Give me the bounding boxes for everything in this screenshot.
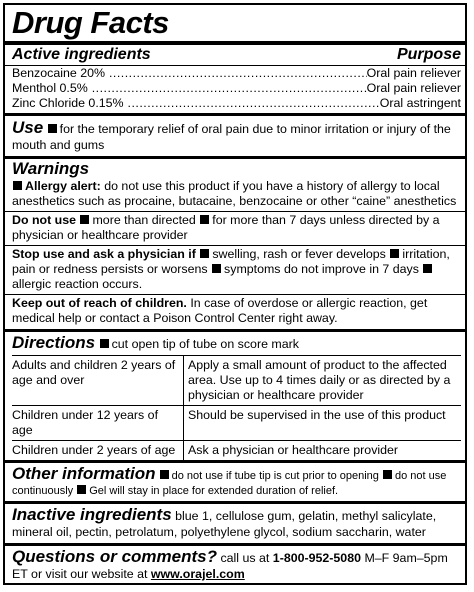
bullet-icon bbox=[200, 215, 209, 224]
bullet-icon bbox=[100, 339, 109, 348]
bullet-icon bbox=[48, 124, 57, 133]
ingredient-row bbox=[12, 81, 461, 96]
purpose-heading: Purpose bbox=[396, 46, 461, 63]
directions-table bbox=[12, 355, 461, 460]
ingredient-row bbox=[12, 66, 461, 81]
stop-use bbox=[12, 246, 461, 294]
other-information-heading: Other information bbox=[12, 464, 156, 483]
directions-who: Children under 2 years of age bbox=[12, 441, 184, 461]
call-text: call us at bbox=[220, 551, 270, 565]
bullet-icon bbox=[77, 485, 86, 494]
questions-section bbox=[12, 546, 461, 584]
allergy-label: Allergy alert: bbox=[25, 179, 101, 193]
stop-use-item: irritation, pain or redness persists or worsens bbox=[12, 247, 450, 276]
ingredient-name: Zinc Chloride 0.15% ..... bbox=[12, 96, 380, 111]
ingredient-name: Menthol 0.5% ..... bbox=[12, 81, 367, 96]
bullet-icon bbox=[423, 264, 432, 273]
do-not-use-label: Do not use bbox=[12, 213, 77, 227]
page-title: Drug Facts bbox=[12, 5, 169, 40]
inactive-ingredients-section bbox=[12, 504, 461, 543]
bullet-icon bbox=[390, 249, 399, 258]
inactive-ingredients-text: blue 1, cellulose gum, gelatin, methyl salicylate, mineral oil, pectin, petrolatum, polyethylene glycol, sodium saccharin, water bbox=[12, 509, 437, 539]
directions-what: Apply a small amount of product to the affected area. Use up to 4 times daily or as directed by a physician or healthcare provider bbox=[184, 356, 462, 406]
warnings-heading: Warnings bbox=[12, 159, 90, 178]
allergy-alert bbox=[12, 179, 461, 211]
bullet-icon bbox=[383, 470, 392, 479]
bullet-icon bbox=[212, 264, 221, 273]
directions-who: Children under 12 years of age bbox=[12, 406, 184, 441]
bullet-icon bbox=[80, 215, 89, 224]
do-not-use-item: more than directed bbox=[92, 213, 196, 227]
ingredient-purpose: Oral pain reliever bbox=[366, 81, 461, 95]
allergy-text: do not use this product if you have a history of allergy to local anesthetics such as procaine, butacaine, benzocaine or other “caine” anesthetics bbox=[12, 179, 457, 208]
questions-heading: Questions or comments? bbox=[12, 547, 217, 566]
other-item: do not use if tube tip is cut prior to opening bbox=[171, 470, 379, 482]
active-ingredients-heading: Active ingredients bbox=[12, 46, 151, 63]
directions-heading: Directions bbox=[12, 333, 96, 352]
directions-section bbox=[12, 332, 461, 460]
directions-intro: cut open tip of tube on score mark bbox=[111, 337, 299, 351]
bullet-icon bbox=[13, 181, 22, 190]
use-heading: Use bbox=[12, 118, 44, 137]
other-item: Gel will stay in place for extended duration of relief. bbox=[89, 485, 339, 497]
website-link[interactable]: www.orajel.com bbox=[150, 567, 245, 581]
other-item: do not use continuously bbox=[12, 470, 447, 497]
bullet-icon bbox=[160, 470, 169, 479]
use-text: for the temporary relief of oral pain due to minor irritation or injury of the mouth and gums bbox=[12, 122, 451, 152]
table-row bbox=[12, 356, 461, 406]
hours-text: M–F 9am–5pm ET or visit our website at bbox=[12, 551, 448, 581]
stop-use-label: Stop use and ask a physician if bbox=[12, 247, 196, 261]
stop-use-item: swelling, rash or fever develops bbox=[212, 247, 386, 261]
keep-out-of-reach bbox=[12, 295, 461, 329]
do-not-use bbox=[12, 212, 461, 245]
directions-who: Adults and children 2 years of age and over bbox=[12, 356, 184, 406]
table-row bbox=[12, 441, 461, 461]
do-not-use-item: for more than 7 days unless directed by a physician or healthcare provider bbox=[12, 213, 440, 242]
ingredient-name: Benzocaine 20% ..... bbox=[12, 66, 367, 81]
keep-out-text: In case of overdose or allergic reaction, get medical help or contact a Poison Control Center right away. bbox=[12, 296, 428, 325]
stop-use-item: symptoms do not improve in 7 days bbox=[224, 262, 419, 276]
inactive-ingredients-heading: Inactive ingredients bbox=[12, 505, 172, 524]
ingredient-purpose: Oral astringent bbox=[379, 96, 461, 110]
use-section bbox=[12, 116, 461, 156]
ingredient-row bbox=[12, 96, 461, 111]
stop-use-item: allergic reaction occurs. bbox=[12, 277, 143, 291]
keep-out-label: Keep out of reach of children. bbox=[12, 296, 187, 310]
directions-what: Should be supervised in the use of this product bbox=[184, 406, 462, 441]
bullet-icon bbox=[200, 249, 209, 258]
directions-what: Ask a physician or healthcare provider bbox=[184, 441, 462, 461]
table-row bbox=[12, 406, 461, 441]
phone-number[interactable]: 1-800-952-5080 bbox=[272, 551, 361, 565]
active-ingredients-section bbox=[12, 45, 461, 113]
drug-facts-panel bbox=[3, 3, 467, 585]
ingredient-purpose: Oral pain reliever bbox=[366, 66, 461, 80]
warnings-section bbox=[12, 159, 461, 329]
other-information-section bbox=[12, 463, 461, 501]
